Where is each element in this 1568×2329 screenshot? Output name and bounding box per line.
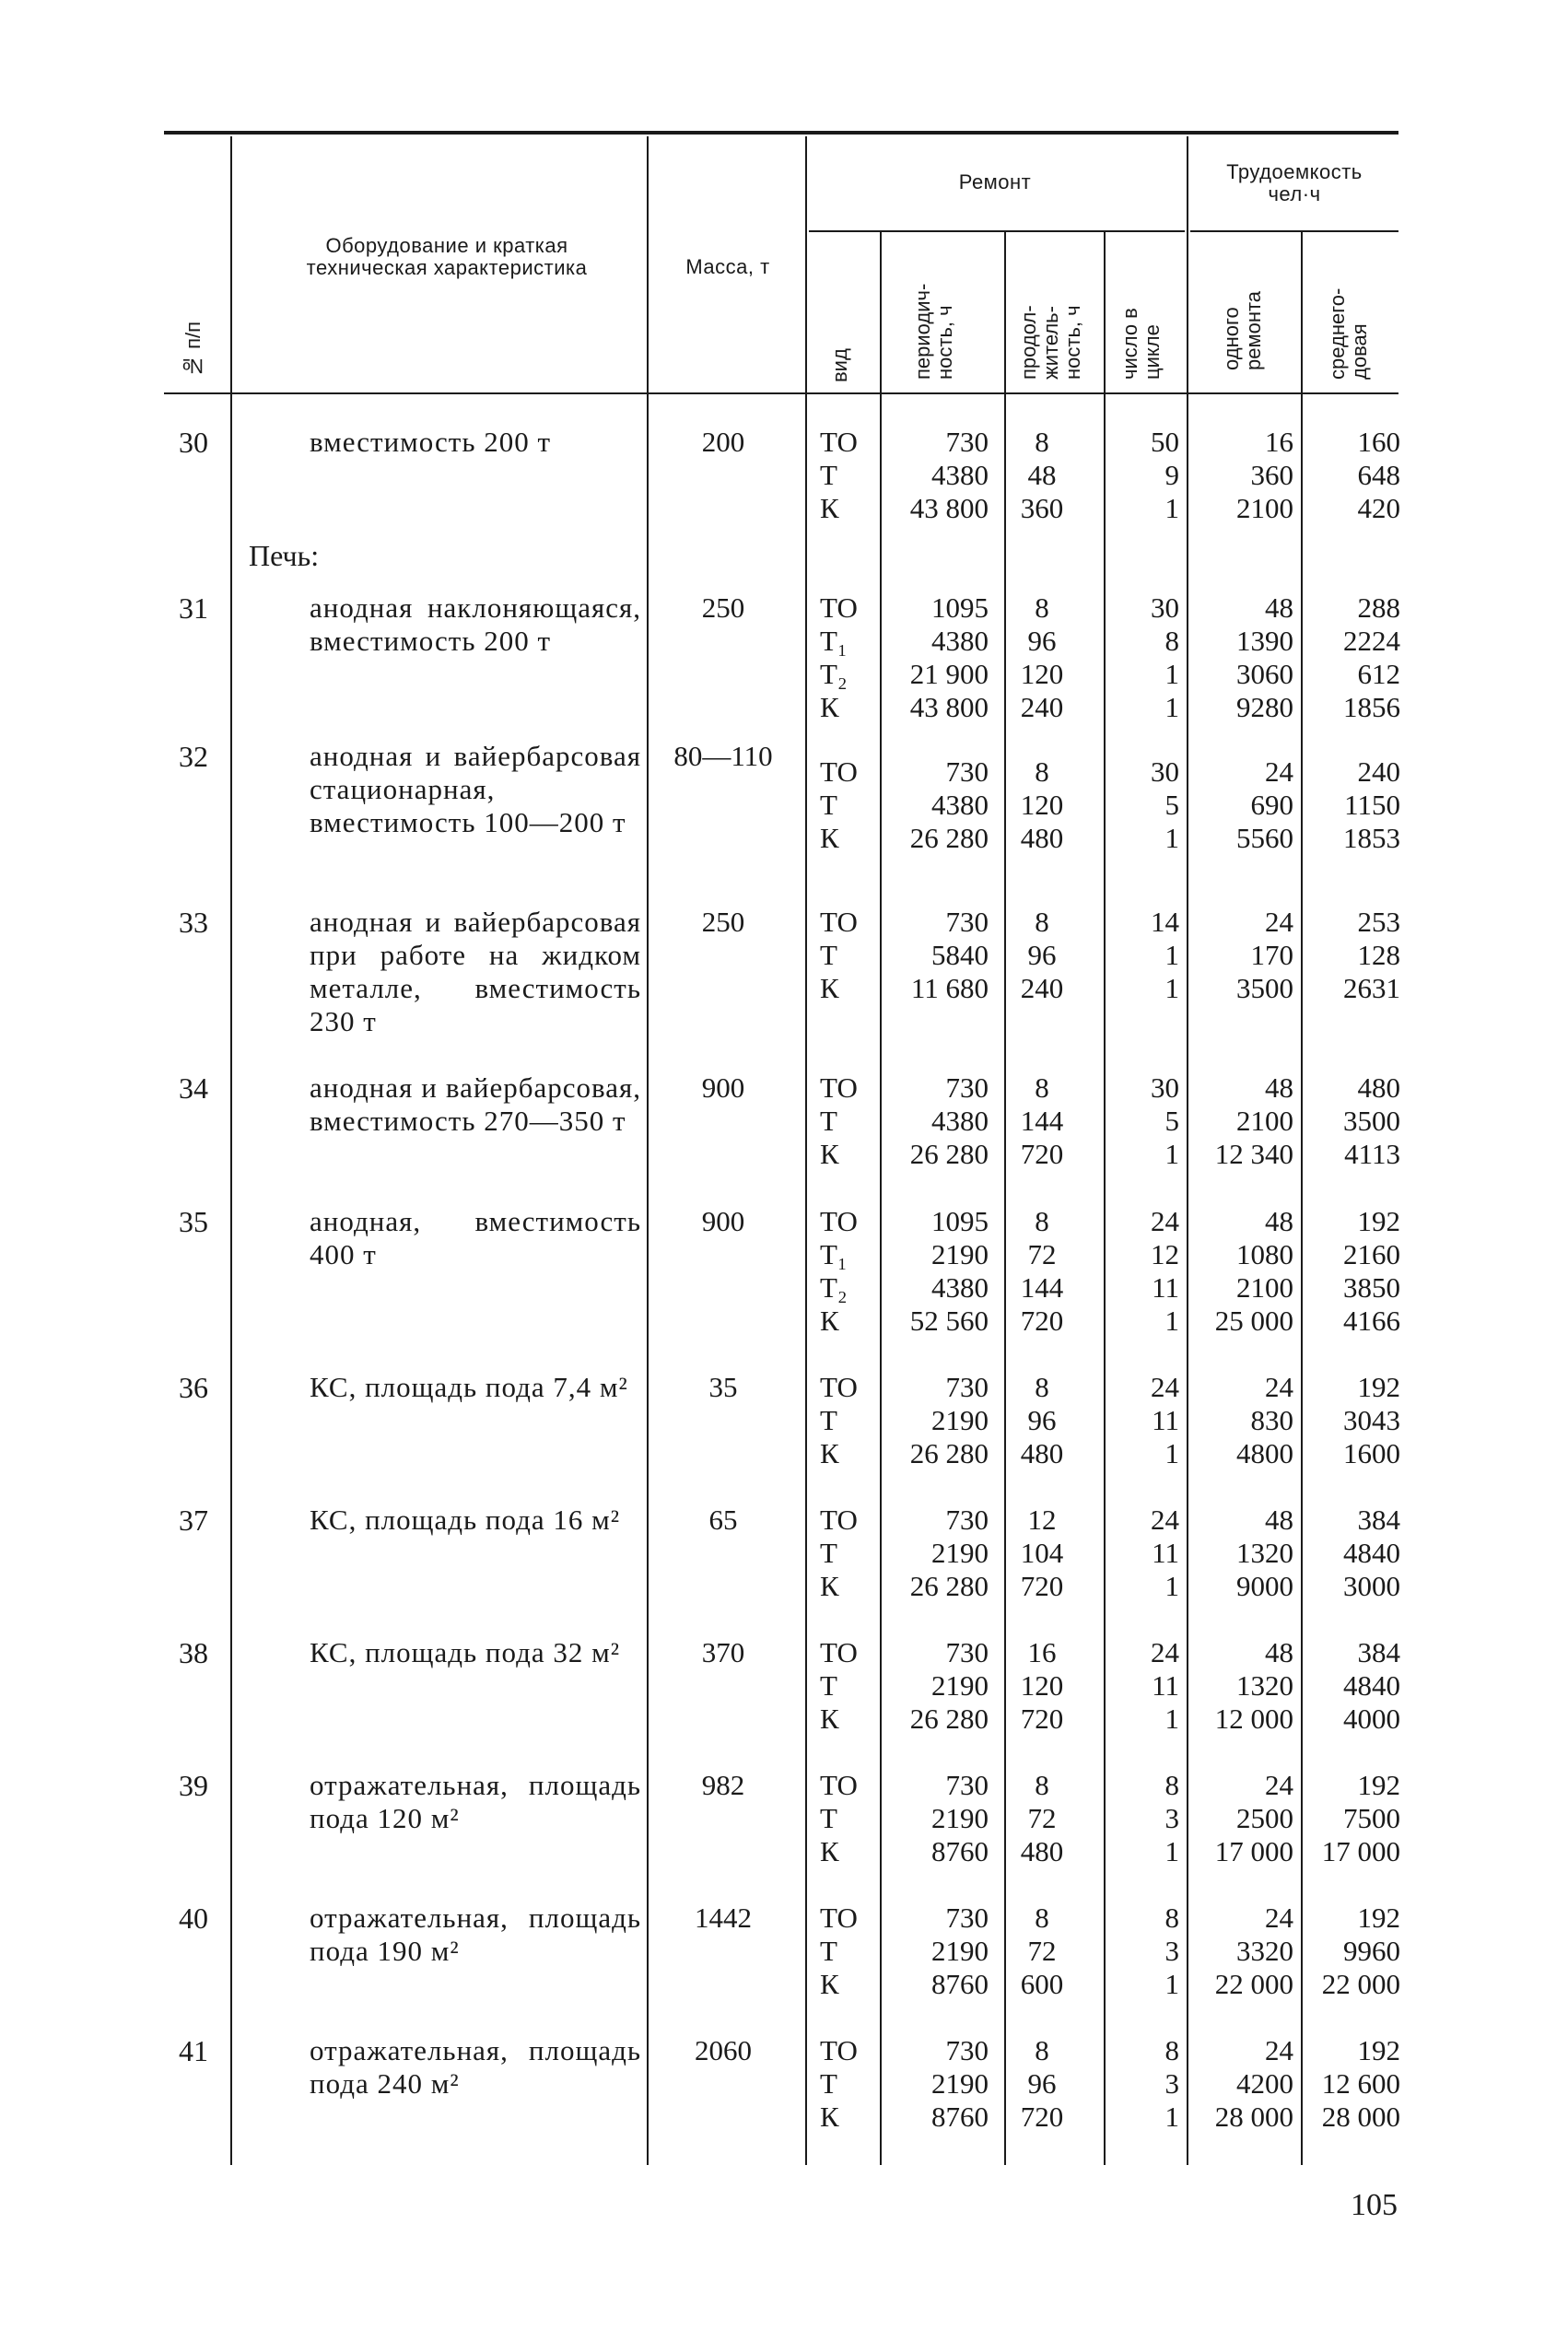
row-duration: 8 72 144 720 <box>1020 1205 1064 1337</box>
row-types: ТО Т₁ Т₂ К <box>820 1205 858 1337</box>
row-count: 30 5 1 <box>1151 1071 1179 1170</box>
row-description: анодная и вайербарсовая при работе на жидком металле, вместимость 230 т <box>310 906 641 1037</box>
row-types: ТО Т К <box>820 426 858 524</box>
row-duration: 8 72 600 <box>1020 1902 1064 2000</box>
row-number: 32 <box>179 740 208 773</box>
repair-group-rule <box>809 230 1185 232</box>
col-sep-3 <box>805 136 807 2165</box>
row-mass: 900 <box>701 1205 745 1237</box>
row-mass: 250 <box>701 906 745 938</box>
row-labor-one: 24 170 3500 <box>1236 906 1293 1004</box>
row-number: 38 <box>179 1636 208 1669</box>
row-count: 24 11 1 <box>1151 1504 1179 1602</box>
row-labor-one: 16 360 2100 <box>1236 426 1293 524</box>
row-count: 8 3 1 <box>1164 1902 1179 2000</box>
row-mass: 65 <box>708 1504 738 1536</box>
row-types: ТО Т К <box>820 1902 858 2000</box>
row-labor-avg: 160 648 420 <box>1357 426 1400 524</box>
header-labor: Трудоемкость чел·ч <box>1226 160 1363 205</box>
row-types: ТО Т К <box>820 1071 858 1170</box>
row-number: 33 <box>179 906 208 939</box>
row-description: отражательная, площадь пода 190 м² <box>310 1902 641 1967</box>
header-labor-one: одного ремонта <box>1220 290 1265 370</box>
row-labor-avg: 384 4840 3000 <box>1343 1504 1400 1602</box>
row-labor-avg: 240 1150 1853 <box>1343 755 1400 854</box>
row-labor-one: 48 1320 9000 <box>1236 1504 1293 1602</box>
row-periodicity: 730 4380 26 280 <box>909 1071 989 1170</box>
header-periodicity: периодич- ность, ч <box>911 283 956 380</box>
row-number: 41 <box>179 2034 208 2067</box>
section-label: Печь: <box>249 539 320 572</box>
page-number: 105 <box>1351 2188 1398 2222</box>
row-periodicity: 1095 4380 21 900 43 800 <box>909 591 989 723</box>
row-labor-avg: 253 128 2631 <box>1343 906 1400 1004</box>
row-description: анодная и вайербарсовая стационарная, вместимость 100—200 т <box>310 740 641 838</box>
row-mass: 900 <box>701 1071 745 1104</box>
row-count: 50 9 1 <box>1151 426 1179 524</box>
row-periodicity: 730 2190 8760 <box>931 1769 989 1867</box>
row-periodicity: 730 2190 26 280 <box>909 1371 989 1469</box>
row-types: ТО Т К <box>820 2034 858 2133</box>
row-periodicity: 730 2190 8760 <box>931 1902 989 2000</box>
row-types: ТО Т К <box>820 1636 858 1735</box>
row-count: 8 3 1 <box>1164 2034 1179 2133</box>
col-sep-1 <box>230 136 232 2165</box>
row-labor-one: 24 4200 28 000 <box>1214 2034 1293 2133</box>
row-mass: 370 <box>701 1636 745 1668</box>
header-duration: продол- житель- ность, ч <box>1017 305 1084 380</box>
row-periodicity: 730 2190 26 280 <box>909 1504 989 1602</box>
row-description: КС, площадь пода 16 м² <box>310 1504 621 1536</box>
row-labor-avg: 192 2160 3850 4166 <box>1343 1205 1400 1337</box>
row-periodicity: 730 2190 8760 <box>931 2034 989 2133</box>
row-periodicity: 730 2190 26 280 <box>909 1636 989 1735</box>
row-duration: 8 96 480 <box>1020 1371 1064 1469</box>
row-duration: 16 120 720 <box>1020 1636 1064 1735</box>
row-count: 24 11 1 <box>1151 1371 1179 1469</box>
row-duration: 8 96 120 240 <box>1020 591 1064 723</box>
row-types: ТО Т К <box>820 755 858 854</box>
header-repair-type: вид <box>828 348 851 382</box>
row-labor-one: 48 1390 3060 9280 <box>1236 591 1293 723</box>
row-description: анодная и вайербарсовая, вместимость 270—350 т <box>310 1071 641 1137</box>
row-labor-one: 24 830 4800 <box>1236 1371 1293 1469</box>
row-types: ТО Т₁ Т₂ К <box>820 591 858 723</box>
row-duration: 8 48 360 <box>1020 426 1064 524</box>
row-duration: 8 96 240 <box>1020 906 1064 1004</box>
row-number: 36 <box>179 1371 208 1404</box>
row-labor-avg: 480 3500 4113 <box>1343 1071 1400 1170</box>
row-labor-one: 48 1080 2100 25 000 <box>1214 1205 1293 1337</box>
row-number: 30 <box>179 426 208 459</box>
row-duration: 8 144 720 <box>1020 1071 1064 1170</box>
row-types: ТО Т К <box>820 1371 858 1469</box>
row-duration: 8 120 480 <box>1020 755 1064 854</box>
col-sep-2 <box>647 136 649 2165</box>
row-count: 30 5 1 <box>1151 755 1179 854</box>
row-mass: 80—110 <box>673 740 773 772</box>
row-description: КС, площадь пода 7,4 м² <box>310 1371 628 1403</box>
row-labor-one: 24 3320 22 000 <box>1214 1902 1293 2000</box>
row-labor-avg: 192 12 600 28 000 <box>1321 2034 1400 2133</box>
row-labor-one: 24 690 5560 <box>1236 755 1293 854</box>
row-labor-one: 48 2100 12 340 <box>1214 1071 1293 1170</box>
row-description: КС, площадь пода 32 м² <box>310 1636 621 1668</box>
header-equipment: Оборудование и краткая техническая характеристика <box>306 234 588 279</box>
header-count: число в цикле <box>1118 308 1164 380</box>
header-bottom-rule <box>164 392 1398 394</box>
row-count: 24 11 1 <box>1151 1636 1179 1735</box>
top-rule <box>164 131 1398 135</box>
row-periodicity: 1095 2190 4380 52 560 <box>909 1205 989 1337</box>
row-mass: 200 <box>701 426 745 458</box>
header-no: № п/п <box>181 321 205 378</box>
row-labor-one: 48 1320 12 000 <box>1214 1636 1293 1735</box>
row-periodicity: 730 4380 43 800 <box>909 426 989 524</box>
row-number: 40 <box>179 1902 208 1935</box>
header-labor-avg: среднего- довая <box>1326 287 1371 380</box>
row-number: 37 <box>179 1504 208 1537</box>
row-types: ТО Т К <box>820 1504 858 1602</box>
row-periodicity: 730 5840 11 680 <box>910 906 989 1004</box>
row-duration: 8 72 480 <box>1020 1769 1064 1867</box>
row-mass: 982 <box>701 1769 745 1801</box>
row-number: 39 <box>179 1769 208 1802</box>
header-repair: Ремонт <box>958 170 1032 193</box>
row-number: 35 <box>179 1205 208 1238</box>
row-labor-avg: 288 2224 612 1856 <box>1343 591 1400 723</box>
header-mass: Масса, т <box>685 255 770 278</box>
row-description: отражательная, площадь пода 240 м² <box>310 2034 641 2100</box>
row-count: 8 3 1 <box>1164 1769 1179 1867</box>
row-duration: 8 96 720 <box>1020 2034 1064 2133</box>
row-types: ТО Т К <box>820 906 858 1004</box>
row-mass: 35 <box>708 1371 738 1403</box>
row-mass: 250 <box>701 591 745 624</box>
row-duration: 12 104 720 <box>1020 1504 1064 1602</box>
row-labor-avg: 192 3043 1600 <box>1343 1371 1400 1469</box>
row-description: отражательная, площадь пода 120 м² <box>310 1769 641 1834</box>
row-description: анодная, вместимость 400 т <box>310 1205 641 1270</box>
row-count: 30 8 1 1 <box>1151 591 1179 723</box>
row-labor-one: 24 2500 17 000 <box>1214 1769 1293 1867</box>
row-number: 34 <box>179 1071 208 1105</box>
row-description: анодная наклоняющаяся, вместимость 200 т <box>310 591 641 657</box>
row-count: 24 12 11 1 <box>1151 1205 1179 1337</box>
row-mass: 1442 <box>695 1902 752 1934</box>
row-number: 31 <box>179 591 208 625</box>
row-description: вместимость 200 т <box>310 426 552 458</box>
row-periodicity: 730 4380 26 280 <box>909 755 989 854</box>
labor-group-rule <box>1190 230 1398 232</box>
row-labor-avg: 192 7500 17 000 <box>1321 1769 1400 1867</box>
row-labor-avg: 192 9960 22 000 <box>1321 1902 1400 2000</box>
row-types: ТО Т К <box>820 1769 858 1867</box>
row-mass: 2060 <box>695 2034 752 2066</box>
row-count: 14 1 1 <box>1151 906 1179 1004</box>
row-labor-avg: 384 4840 4000 <box>1343 1636 1400 1735</box>
